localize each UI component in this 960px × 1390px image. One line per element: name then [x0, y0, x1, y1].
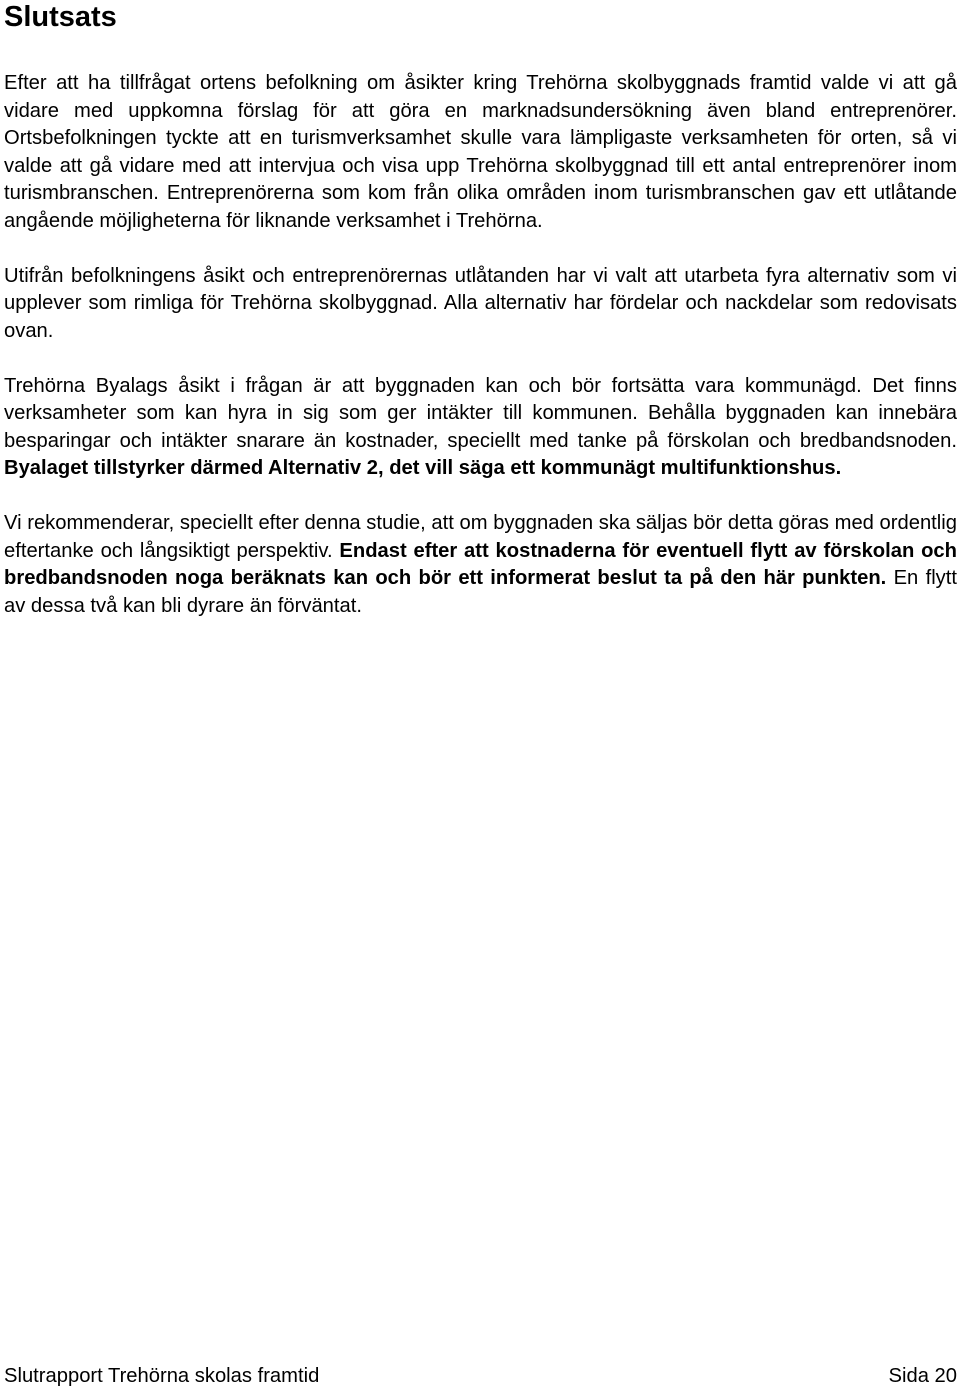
paragraph-bold-text: Byalaget tillstyrker därmed Alternativ 2, det vill säga ett kommunägt multifunktionshus. [4, 457, 842, 479]
paragraph-recommendation [4, 510, 957, 620]
footer-page-number: Sida 20 [888, 1365, 957, 1387]
paragraph-text: Vi rekommenderar, speciellt efter denna studie, att om byggnaden ska säljas bör detta göras med ordentlig eftertanke och långsiktigt perspektiv. [4, 512, 957, 562]
paragraph-text: Efter att ha tillfrågat ortens befolkning om åsikter kring Trehörna skolbyggnads framtid valde vi att gå vidare med uppkomna förslag för att göra en marknadsundersökning även bland entreprenörer. Ortsbefolkningen tyckte att en turismverksamhet skulle vara lämpligaste verksamheten för orten, så vi valde att gå vidare med att intervjua och visa upp Trehörna skolbyggnad till ett antal entreprenörer inom turismbranschen. Entreprenörerna som kom från olika områden inom turismbranschen gav ett utlåtande angående möjligheterna för liknande verksamhet i Trehörna. [4, 72, 957, 232]
document-body [4, 70, 957, 648]
page-title: Slutsats [4, 1, 117, 33]
paragraph-text: En flytt av dessa två kan bli dyrare än förväntat. [4, 567, 957, 617]
paragraph-alternatives [4, 263, 957, 346]
paragraph-text: Utifrån befolkningens åsikt och entreprenörernas utlåtanden har vi valt att utarbeta fyra alternativ som vi upplever som rimliga för Trehörna skolbyggnad. Alla alternativ har fördelar och nackdelar som redovisats ovan. [4, 264, 957, 342]
paragraph-bold-text: Endast efter att kostnaderna för eventuell flytt av förskolan och bredbandsnoden noga beräknats kan och bör ett informerat beslut ta på den här punkten. [4, 539, 957, 589]
footer-document-title: Slutrapport Trehörna skolas framtid [4, 1365, 320, 1387]
page-footer [4, 1363, 957, 1390]
paragraph-text: Trehörna Byalags åsikt i frågan är att byggnaden kan och bör fortsätta vara kommunägd. Det finns verksamheter som kan hyra in sig som ger intäkter till kommunen. Behålla byggnaden kan innebära besparingar och intäkter snarare än kostnader, speciellt med tanke på förskolan och bredbandsnoden. [4, 374, 957, 452]
paragraph-intro [4, 70, 957, 235]
paragraph-byalag-opinion [4, 373, 957, 483]
